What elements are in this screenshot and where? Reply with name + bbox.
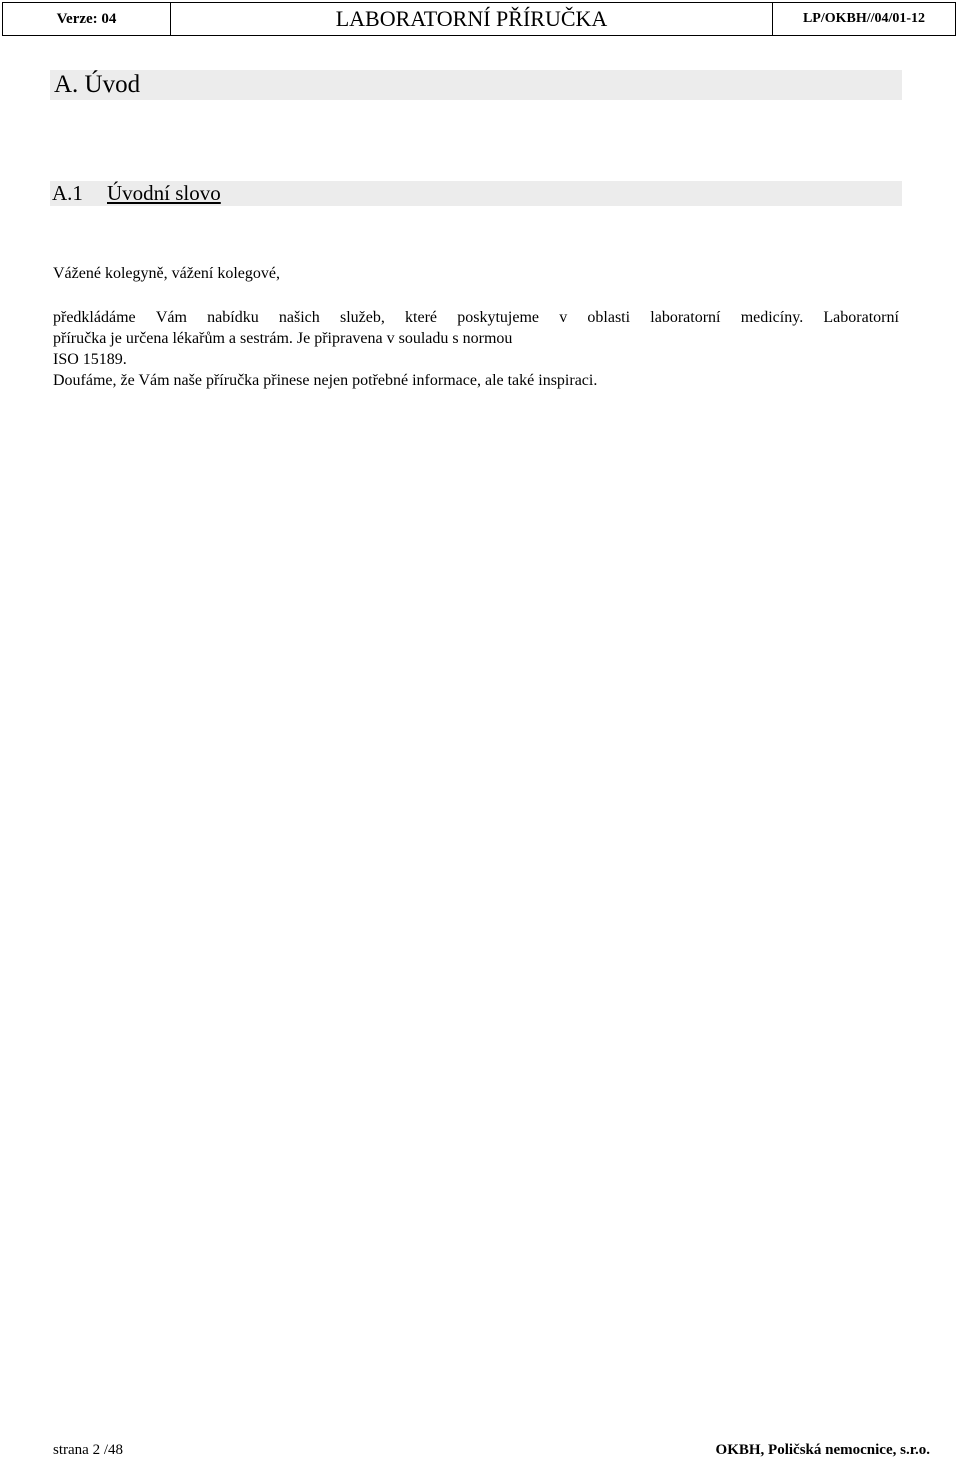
word: laboratorní — [650, 309, 721, 326]
subsection-number: A.1 — [52, 181, 83, 205]
word: nabídku — [207, 309, 259, 326]
header-title: LABORATORNÍ PŘÍRUČKA — [171, 3, 773, 35]
header-document-code: LP/OKBH//04/01-12 — [802, 11, 926, 26]
subsection-heading — [50, 181, 902, 206]
paragraph-line-3: ISO 15189. — [53, 351, 127, 368]
word: Laboratorní — [823, 309, 899, 326]
section-heading-text: A. Úvod — [54, 71, 141, 98]
word: oblasti — [587, 309, 631, 326]
footer-page-number: strana 2 /48 — [53, 1442, 123, 1458]
paragraph-line-2: příručka je určena lékařům a sestrám. Je připravena v souladu s normou — [53, 330, 513, 347]
word: našich — [278, 309, 320, 326]
word: služeb, — [339, 309, 385, 326]
subsection-title: Úvodní slovo — [107, 181, 221, 205]
footer-organization: OKBH, Poličská nemocnice, s.r.o. — [715, 1442, 930, 1458]
intro-paragraph — [53, 307, 899, 391]
document-header — [2, 2, 956, 36]
section-heading — [50, 70, 902, 100]
paragraph-line-4: Doufáme, že Vám naše příručka přinese nejen potřebné informace, ale také inspiraci. — [53, 372, 598, 389]
header-version: Verze: 04 — [3, 3, 171, 35]
paragraph-line-1 — [53, 307, 899, 328]
word: poskytujeme — [457, 309, 539, 326]
word: medicíny. — [740, 309, 804, 326]
word: Vám — [155, 309, 187, 326]
word: které — [405, 309, 438, 326]
word: v — [559, 309, 568, 326]
greeting: Vážené kolegyně, vážení kolegové, — [53, 265, 281, 282]
word: předkládáme — [53, 309, 136, 326]
